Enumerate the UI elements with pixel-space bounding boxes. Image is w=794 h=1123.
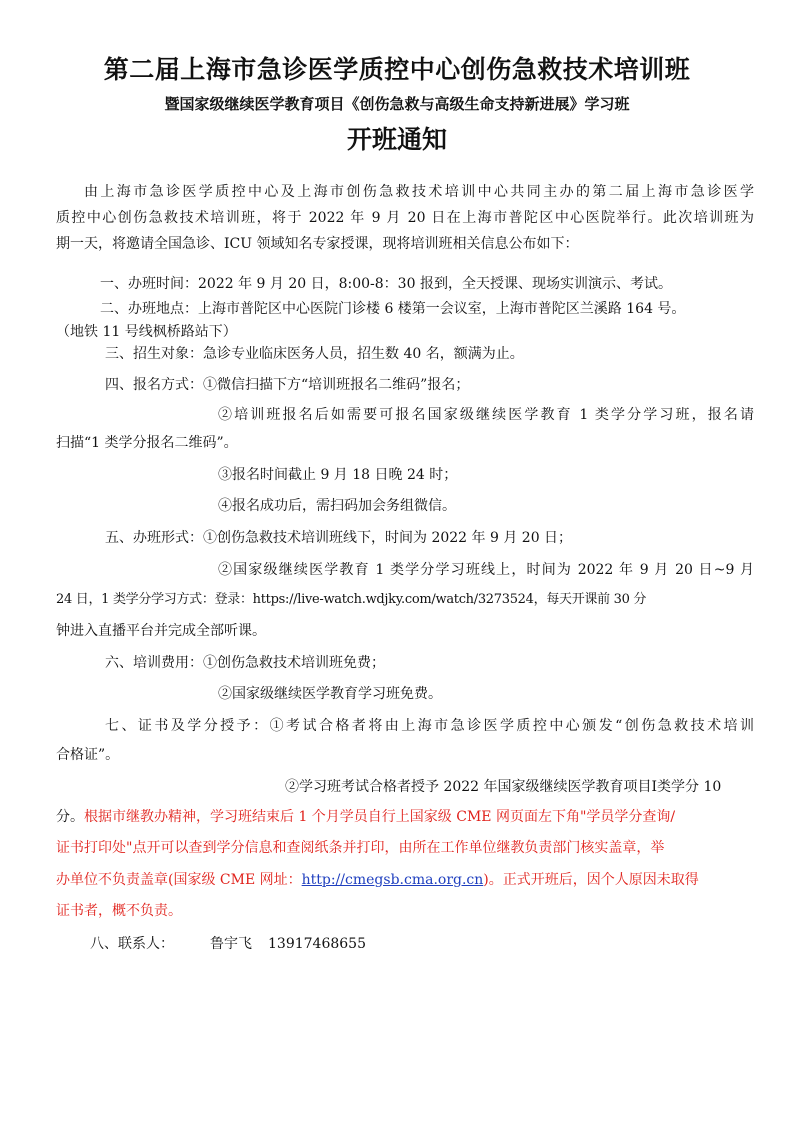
intro-line-3: 期一天，将邀请全国急诊、ICU 领域知名专家授课，现将培训班相关信息公布如下： xyxy=(56,236,579,252)
item-form-2-line-3: 钟进入直播平台并完成全部听课。 xyxy=(56,623,266,639)
contact-label: 八、联系人： xyxy=(90,936,174,952)
item-fee-2: ②国家级继续医学教育学习班免费。 xyxy=(218,686,442,702)
item-time: 一、办班时间：2022 年 9 月 20 日，8:00-8：30 报到，全天授课、现场实训演示、考试。 xyxy=(100,276,672,292)
intro-line-1: 由上海市急诊医学质控中心及上海市创伤急救技术培训中心共同主办的第二届上海市急诊医学 xyxy=(84,184,754,200)
cert-2-line-2-red: 根据市继教办精神，学习班结束后 1 个月学员自行上国家级 CME 网页面左下角"学员学分查询/ xyxy=(84,809,676,825)
item-cert-2-line-5: 证书者，概不负责。 xyxy=(56,903,182,919)
cert-2-line-4-b: )。正式开班后，因个人原因未取得 xyxy=(483,872,699,888)
item-signup-4: ④报名成功后，需扫码加会务组微信。 xyxy=(218,498,456,514)
cert-2-line-4-a: 办单位不负责盖章(国家级 CME 网址： xyxy=(56,872,302,888)
item-form-2-line-1: ②国家级继续医学教育 1 类学分学习班线上，时间为 2022 年 9 月 20 日~9 月 xyxy=(218,562,754,578)
intro-line-2: 质控中心创伤急救技术培训班，将于 2022 年 9 月 20 日在上海市普陀区中心医院举行。此次培训班为 xyxy=(56,210,754,226)
item-cert-2-line-2 xyxy=(56,807,675,827)
item-place-line-1: 二、办班地点：上海市普陀区中心医院门诊楼 6 楼第一会议室，上海市普陀区兰溪路 164 号。 xyxy=(100,301,686,317)
contact-phone: 13917468655 xyxy=(268,936,366,952)
cert-2-line-2-black: 分。 xyxy=(56,809,84,825)
item-signup-1: 四、报名方式：①微信扫描下方“培训班报名二维码”报名； xyxy=(105,377,470,393)
document-title: 第二届上海市急诊医学质控中心创伤急救技术培训班 xyxy=(103,55,691,84)
item-target: 三、招生对象：急诊专业临床医务人员，招生数 40 名，额满为止。 xyxy=(105,346,524,362)
item-form-2-line-2: 24 日，1 类学分学习方式：登录：https://live-watch.wdjky.com/watch/3273524，每天开课前 30 分 xyxy=(56,592,647,607)
item-place-line-2: （地铁 11 号线枫桥路站下） xyxy=(56,324,237,340)
item-signup-2-line-2: 扫描“1 类学分报名二维码”。 xyxy=(56,435,238,451)
item-cert-2-line-1: ②学习班考试合格者授予 2022 年国家级继续医学教育项目Ⅰ类学分 10 xyxy=(285,779,722,795)
item-signup-3: ③报名时间截止 9 月 18 日晚 24 时； xyxy=(218,467,458,483)
contact-name: 鲁宇飞 xyxy=(210,936,252,952)
item-cert-1-line-2: 合格证”。 xyxy=(56,747,120,763)
item-form-1: 五、办班形式：①创伤急救技术培训班线下，时间为 2022 年 9 月 20 日； xyxy=(105,530,573,546)
item-signup-2-line-1: ②培训班报名后如需要可报名国家级继续医学教育 1 类学分学习班，报名请 xyxy=(218,407,754,423)
item-cert-2-line-4 xyxy=(56,870,699,890)
item-cert-2-line-3: 证书打印处"点开可以查到学分信息和查阅纸条并打印，由所在工作单位继教负责部门核实盖章，举 xyxy=(56,840,665,856)
notice-heading: 开班通知 xyxy=(346,125,447,154)
cme-website-link[interactable]: http://cmegsb.cma.org.cn xyxy=(301,872,484,888)
item-fee-1: 六、培训费用：①创伤急救技术培训班免费； xyxy=(105,655,385,671)
document-subtitle: 暨国家级继续医学教育项目《创伤急救与高级生命支持新进展》学习班 xyxy=(164,95,630,113)
item-contact xyxy=(90,934,366,954)
item-cert-1-line-1: 七、证书及学分授予：①考试合格者将由上海市急诊医学质控中心颁发“创伤急救技术培训 xyxy=(105,718,754,734)
